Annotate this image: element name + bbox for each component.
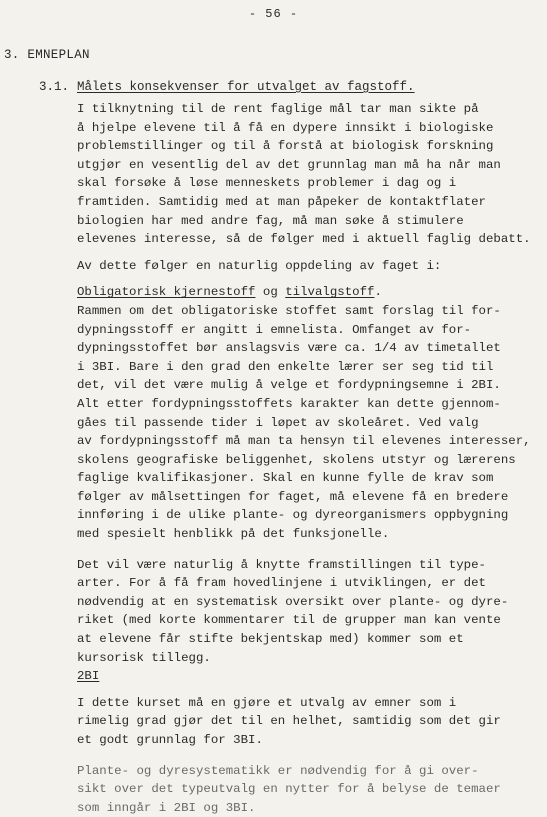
subheading-part1: Obligatorisk kjernestoff xyxy=(77,285,256,300)
text-line: utgjør en vesentlig del av det grunnlag man må ha når man xyxy=(77,157,501,172)
text-line: kursorisk tillegg. xyxy=(77,650,211,665)
text-line: Alt etter fordypningsstoffets karakter kan dette gjennom- xyxy=(77,396,501,411)
text-line: dypningsstoff er angitt i emnelista. Omfanget av for- xyxy=(77,322,472,337)
paragraph-4 xyxy=(77,556,543,668)
text-line: I tilknytning til de rent faglige mål tar man sikte på xyxy=(77,102,479,116)
text-line: gåes til passende tider i løpet av skoleåret. Ved valg xyxy=(77,415,479,430)
text-line: innføring i de ulike plante- og dyreorganismers oppbygning xyxy=(77,508,509,523)
text-line: dypningsstoffet bør anslagsvis være ca. 1/4 av timetallet xyxy=(77,341,501,356)
subheading xyxy=(77,283,543,302)
body-text xyxy=(77,100,543,817)
paragraph-5 xyxy=(77,694,543,750)
section-number: 3.1. xyxy=(39,80,70,94)
paragraph-2: Av dette følger en naturlig oppdeling av faget i: xyxy=(77,258,442,273)
paragraph-6 xyxy=(77,762,543,817)
text-line: sikt over det typeutvalg en nytter for å belyse de temaer xyxy=(77,782,501,797)
text-line: i 3BI. Bare i den grad den enkelte lærer ser seg tid til xyxy=(77,359,494,374)
paragraph-1 xyxy=(77,100,543,249)
text-line: med spesielt henblikk på det funksjonelle. xyxy=(77,527,390,542)
text-line: framtiden. Samtidig med at man påpeker de kontaktflater xyxy=(77,194,486,209)
text-line: biologien har med andre fag, må man søke å stimulere xyxy=(77,213,464,228)
paragraph-3 xyxy=(77,302,543,544)
text-line: det, vil det være mulig å velge et fordypningsemne i 2BI. xyxy=(77,378,501,393)
text-line: Det vil være naturlig å knytte framstillingen til type- xyxy=(77,557,486,572)
section-title: Målets konsekvenser for utvalget av fagstoff. xyxy=(77,80,415,94)
text-line: faglige kvalifikasjoner. Skal en kunne fylle de krav som xyxy=(77,471,494,486)
text-line: arter. For å få fram hovedlinjene i utviklingen, er det xyxy=(77,576,486,591)
text-line: følger av målsettingen for faget, må elevene få en bredere xyxy=(77,489,509,504)
text-line: av fordypningsstoff må man ta hensyn til elevenes interesser, xyxy=(77,434,531,449)
text-line: at elevene får stifte bekjentskap med) kommer som et xyxy=(77,632,464,647)
text-line: elevenes interesse, så de følger med i aktuell faglig debatt. xyxy=(77,232,531,247)
subheading-joiner: og xyxy=(255,285,286,300)
text-line: Plante- og dyresystematikk er nødvendig for å gi over- xyxy=(77,763,479,778)
text-line: som inngår i 2BI og 3BI. xyxy=(77,800,256,815)
text-line: problemstillinger og til å forstå at biologisk forskning xyxy=(77,139,494,154)
text-line: rimelig grad gjør det til en helhet, samtidig som det gir xyxy=(77,714,501,729)
text-line: skal forsøke å løse menneskets problemer i dag og i xyxy=(77,176,457,191)
chapter-title: 3. EMNEPLAN xyxy=(4,48,90,62)
text-line: et godt grunnlag for 3BI. xyxy=(77,733,263,747)
subheading-part2: tilvalgstoff xyxy=(285,285,375,300)
page-number: - 56 - xyxy=(248,7,299,21)
text-line: skolens geografiske beliggenhet, skolens utstyr og lærerens xyxy=(77,452,516,467)
heading-2bi: 2BI xyxy=(77,669,100,684)
text-line: I dette kurset må en gjøre et utvalg av emner som i xyxy=(77,695,457,710)
text-line: riket (med korte kommentarer til de grupper man kan vente xyxy=(77,613,501,628)
text-line: å hjelpe elevene til å få en dypere innsikt i biologiske xyxy=(77,120,494,135)
text-line: nødvendig at en systematisk oversikt over plante- og dyre- xyxy=(77,594,509,609)
subheading-end: . xyxy=(374,285,382,300)
text-line: Rammen om det obligatoriske stoffet samt forslag til for- xyxy=(77,303,501,318)
section-heading xyxy=(39,80,415,94)
